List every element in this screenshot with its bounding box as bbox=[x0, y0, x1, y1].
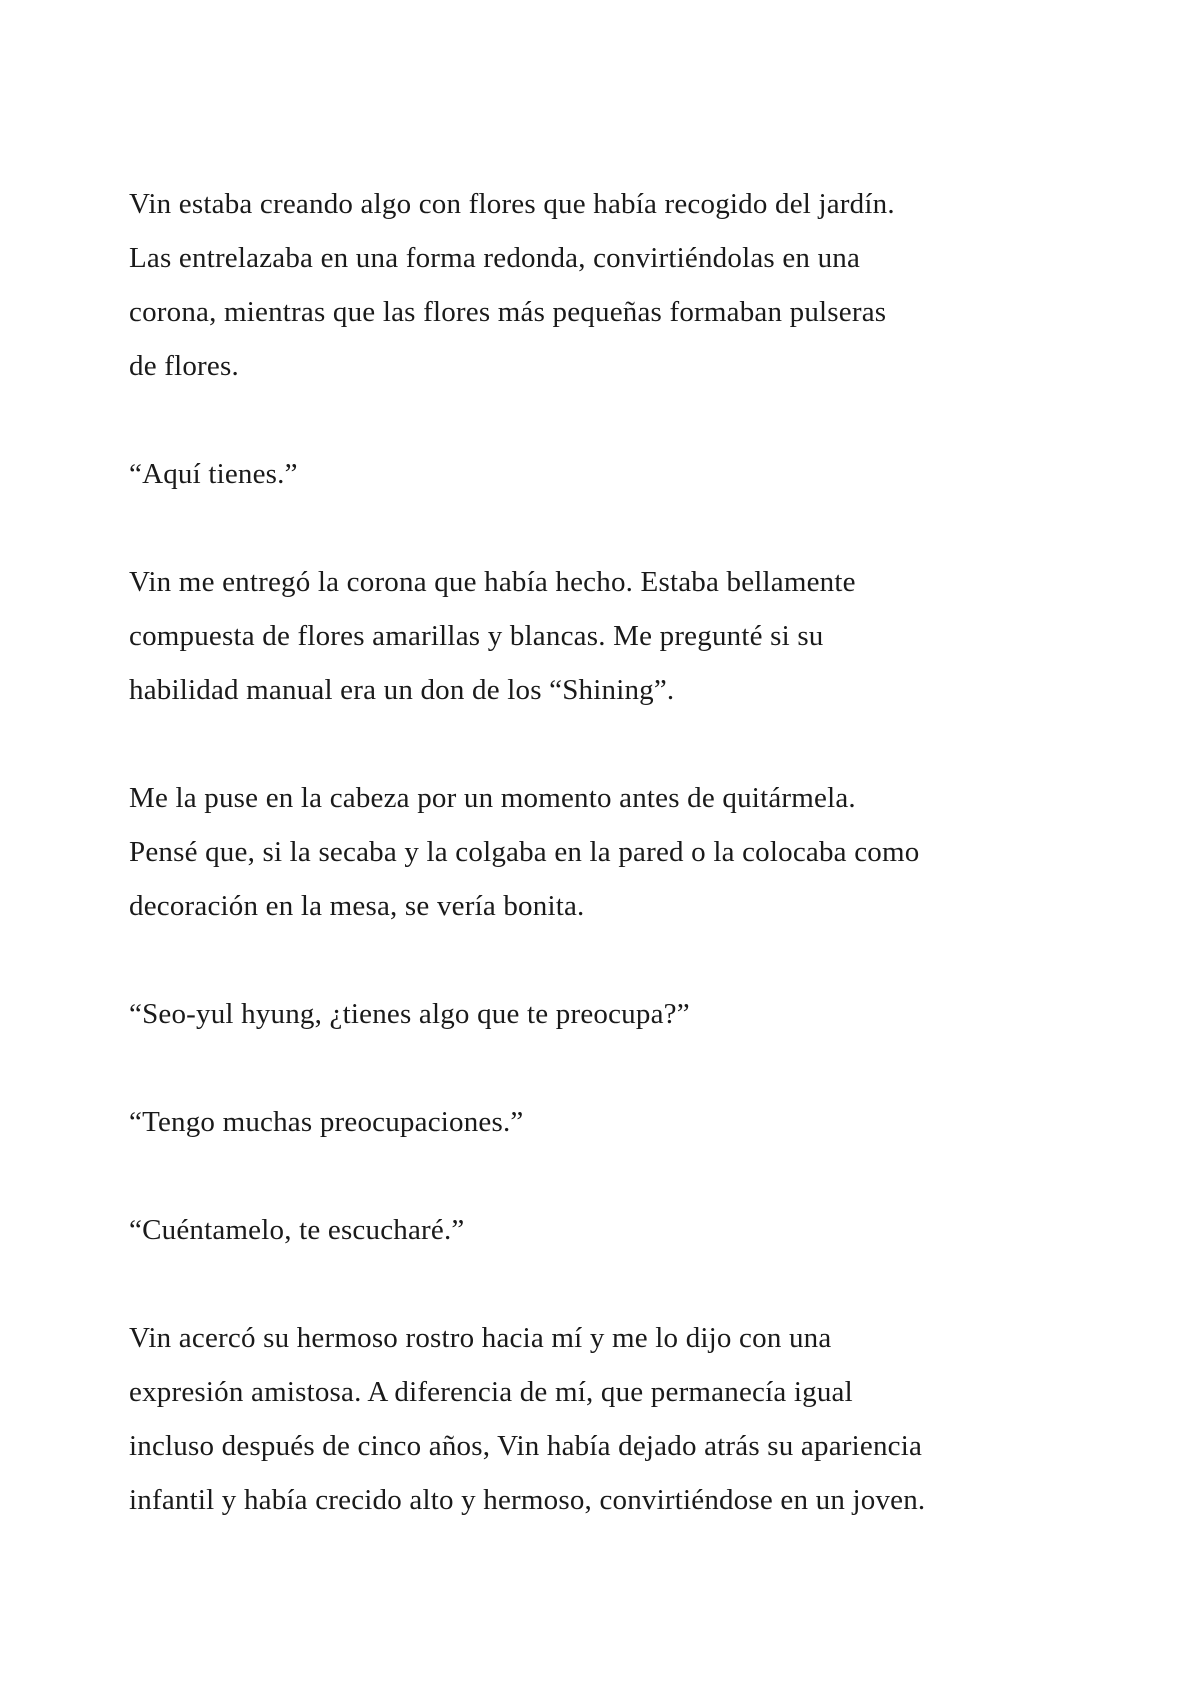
paragraph-2-line-1: “Aquí tienes.” bbox=[129, 458, 298, 490]
paragraph-4-line-1: Me la puse en la cabeza por un momento antes de quitármela. bbox=[129, 782, 856, 814]
paragraph-8-line-2: expresión amistosa. A diferencia de mí, que permanecía igual bbox=[129, 1376, 853, 1408]
paragraph-8-line-4: infantil y había crecido alto y hermoso, convirtiéndose en un joven. bbox=[129, 1484, 926, 1516]
paragraph-1-line-2: Las entrelazaba en una forma redonda, convirtiéndolas en una bbox=[129, 242, 861, 274]
paragraph-1-line-3: corona, mientras que las flores más pequeñas formaban pulseras bbox=[129, 296, 887, 328]
paragraph-5-line-1: “Seo-yul hyung, ¿tienes algo que te preocupa?” bbox=[129, 998, 690, 1030]
paragraph-8-line-3: incluso después de cinco años, Vin había dejado atrás su apariencia bbox=[129, 1430, 923, 1462]
paragraph-4-line-3: decoración en la mesa, se vería bonita. bbox=[129, 890, 585, 922]
paragraph-7-line-1: “Cuéntamelo, te escucharé.” bbox=[129, 1214, 465, 1246]
paragraph-8-line-1: Vin acercó su hermoso rostro hacia mí y me lo dijo con una bbox=[129, 1322, 832, 1354]
paragraph-1-line-1: Vin estaba creando algo con flores que había recogido del jardín. bbox=[129, 188, 895, 220]
paragraph-6-line-1: “Tengo muchas preocupaciones.” bbox=[129, 1106, 524, 1138]
paragraph-1-line-4: de flores. bbox=[129, 350, 239, 382]
paragraph-4-line-2: Pensé que, si la secaba y la colgaba en la pared o la colocaba como bbox=[129, 836, 920, 868]
paragraph-3-line-1: Vin me entregó la corona que había hecho. Estaba bellamente bbox=[129, 566, 856, 598]
paragraph-3-line-3: habilidad manual era un don de los “Shining”. bbox=[129, 674, 675, 706]
paragraph-3-line-2: compuesta de flores amarillas y blancas. Me pregunté si su bbox=[129, 620, 824, 652]
